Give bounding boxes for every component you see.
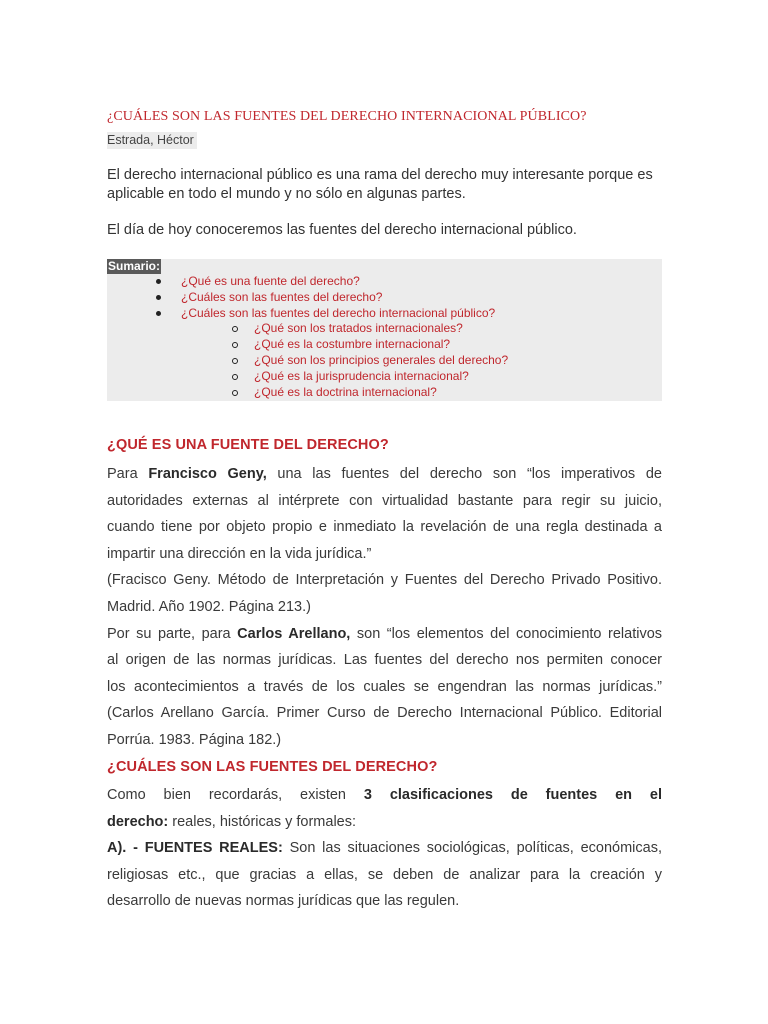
bold-text: 3 clasificaciones de fuentes en el: [363, 787, 662, 803]
summary-link-text: ¿Qué es una fuente del derecho?: [181, 274, 360, 288]
intro-paragraph: El derecho internacional público es una rama del derecho muy interesante porque es aplicable en todo el mundo y no sólo en algunas partes.: [107, 167, 653, 202]
bullet-icon: [156, 295, 161, 300]
text-line: desarrollo de nuevas normas jurídicas que las regulen.: [107, 893, 460, 910]
citation-line: Porrúa. 1983. Página 182.): [107, 731, 282, 748]
summary-link-text: ¿Cuáles son las fuentes del derecho?: [181, 289, 383, 304]
circle-bullet-icon: [232, 342, 238, 348]
summary-link-text: ¿Qué es la jurisprudencia internacional?: [254, 368, 469, 383]
real-sources-label: A). - FUENTES REALES:: [107, 840, 283, 857]
text: Son las situaciones sociológicas, políticas, económicas,: [282, 840, 662, 857]
circle-bullet-icon: [232, 374, 238, 380]
summary-link-text: ¿Cuáles son las fuentes del derecho internacional público?: [181, 305, 496, 320]
summary-link-costumbre[interactable]: [254, 337, 450, 353]
document-title: ¿CUÁLES SON LAS FUENTES DEL DERECHO INTERNACIONAL PÚBLICO?: [107, 109, 587, 124]
summary-link-dip[interactable]: [181, 306, 495, 322]
text: reales, históricas y formales:: [168, 813, 357, 830]
text: Para: [107, 466, 149, 482]
summary-box: [107, 259, 662, 401]
summary-link-doctrina[interactable]: [254, 385, 437, 401]
text-line: autoridades externas al intérprete con virtualidad bastante para regir su juicio,: [107, 492, 662, 509]
summary-link-text: ¿Qué es la doctrina internacional?: [254, 384, 437, 399]
summary-link-fuente[interactable]: [181, 274, 360, 290]
text-line: al origen de las normas jurídicas. Las fuentes del derecho nos permiten conocer: [107, 652, 662, 669]
bullet-icon: [156, 311, 161, 316]
bullet-icon: [156, 279, 161, 284]
summary-link-principios[interactable]: [254, 353, 508, 369]
summary-label: Sumario:: [108, 259, 161, 273]
summary-link-text: ¿Qué son los tratados internacionales?: [254, 321, 463, 336]
text-line: [107, 835, 662, 862]
citation-line: Madrid. Año 1902. Página 213.): [107, 598, 311, 615]
summary-link-jurisprudencia[interactable]: [254, 369, 469, 385]
text-line: [107, 809, 662, 836]
bold-text: derecho:: [107, 813, 169, 830]
text-line: los acontecimientos a través de los cuales se engendran las normas jurídicas.”: [107, 678, 662, 695]
citation-line: (Carlos Arellano García. Primer Curso de Derecho Internacional Público. Editorial: [107, 705, 662, 722]
text-line: religiosas etc., que gracias a ellas, se deben de analizar para la creación y: [107, 866, 662, 883]
text: una las fuentes del derecho son “los imperativos de: [266, 466, 662, 482]
text: Por su parte, para: [107, 625, 238, 642]
section-heading-fuentes: ¿CUÁLES SON LAS FUENTES DEL DERECHO?: [107, 759, 438, 775]
text-line: [107, 782, 662, 809]
section1-body: [107, 461, 662, 754]
intro-paragraph-2: El día de hoy conoceremos las fuentes del derecho internacional público.: [107, 222, 577, 238]
text-line: [107, 461, 662, 488]
author-reference: Carlos Arellano,: [237, 625, 351, 642]
author-name: Estrada, Héctor: [107, 132, 197, 149]
text-line: impartir una dirección en la vida jurídica.”: [107, 545, 372, 562]
text: Como bien recordarás, existen: [107, 787, 364, 803]
section-heading-fuente: ¿QUÉ ES UNA FUENTE DEL DERECHO?: [107, 437, 389, 453]
circle-bullet-icon: [232, 326, 238, 332]
text-line: [107, 621, 662, 648]
section2-body: [107, 782, 662, 915]
summary-link-text: ¿Qué son los principios generales del derecho?: [254, 353, 509, 367]
circle-bullet-icon: [232, 358, 238, 364]
summary-link-tratados[interactable]: [254, 321, 463, 337]
summary-link-text: ¿Qué es la costumbre internacional?: [254, 337, 451, 352]
citation-line: (Fracisco Geny. Método de Interpretación y Fuentes del Derecho Privado Positivo.: [107, 572, 662, 589]
summary-link-fuentes[interactable]: [181, 290, 382, 306]
circle-bullet-icon: [232, 390, 238, 396]
author-reference: Francisco Geny,: [148, 466, 267, 482]
text: son “los elementos del conocimiento relativos: [350, 625, 662, 642]
text-line: cuando tiene por objeto propio e inmediato la revelación de una regla destinada a: [107, 519, 662, 536]
